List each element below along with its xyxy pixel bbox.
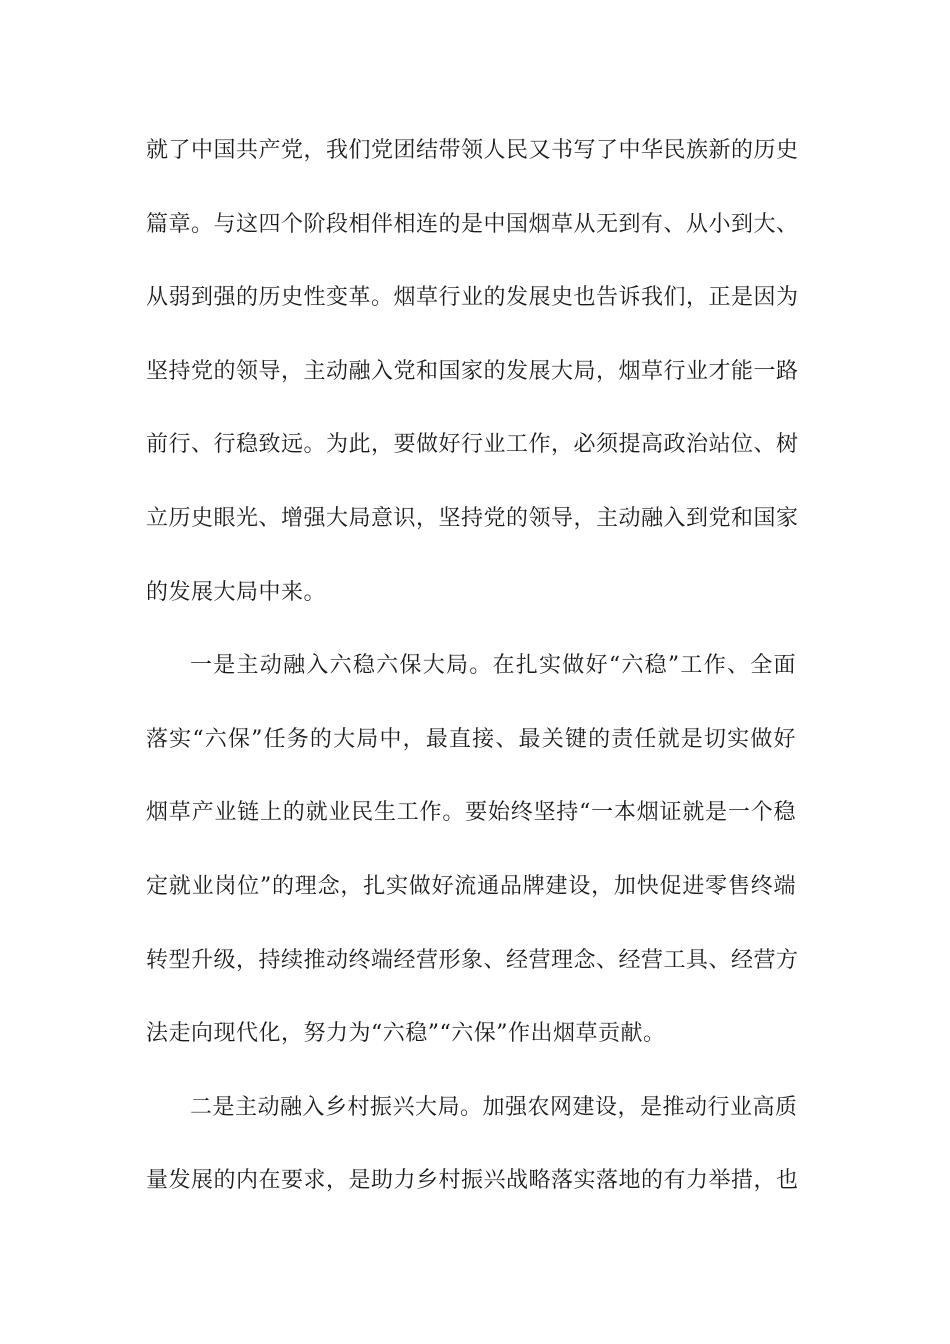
text-line: 从弱到强的历史性变革。烟草行业的发展史也告诉我们，正是因为 [146, 285, 799, 311]
paragraph-heading-line: 一是主动融入六稳六保大局。在扎实做好“六稳”工作、全面 [190, 653, 796, 679]
text-line: 篇章。与这四个阶段相伴相连的是中国烟草从无到有、从小到大、 [146, 211, 799, 237]
text-line: 坚持党的领导，主动融入党和国家的发展大局，烟草行业才能一路 [146, 358, 799, 384]
text-line: 法走向现代化，努力为“六稳”“六保”作出烟草贡献。 [146, 1021, 666, 1047]
text-line: 前行、行稳致远。为此，要做好行业工作，必须提高政治站位、树 [146, 432, 799, 458]
paragraph-heading-line: 二是主动融入乡村振兴大局。加强农网建设，是推动行业高质 [190, 1094, 798, 1120]
text-line: 落实“六保”任务的大局中，最直接、最关键的责任就是切实做好 [146, 726, 796, 752]
text-line: 转型升级，持续推动终端经营形象、经营理念、经营工具、经营方 [146, 947, 799, 973]
text-line: 量发展的内在要求，是助力乡村振兴战略落实落地的有力举措，也 [146, 1168, 799, 1194]
document-body [146, 130, 799, 1234]
text-line: 烟草产业链上的就业民生工作。要始终坚持“一本烟证就是一个稳 [146, 800, 796, 826]
text-line: 定就业岗位”的理念，扎实做好流通品牌建设，加快促进零售终端 [146, 873, 796, 899]
text-line: 就了中国共产党，我们党团结带领人民又书写了中华民族新的历史 [146, 138, 799, 163]
text-line: 立历史眼光、增强大局意识，坚持党的领导，主动融入到党和国家 [146, 505, 799, 531]
text-line: 的发展大局中来。 [146, 579, 327, 605]
